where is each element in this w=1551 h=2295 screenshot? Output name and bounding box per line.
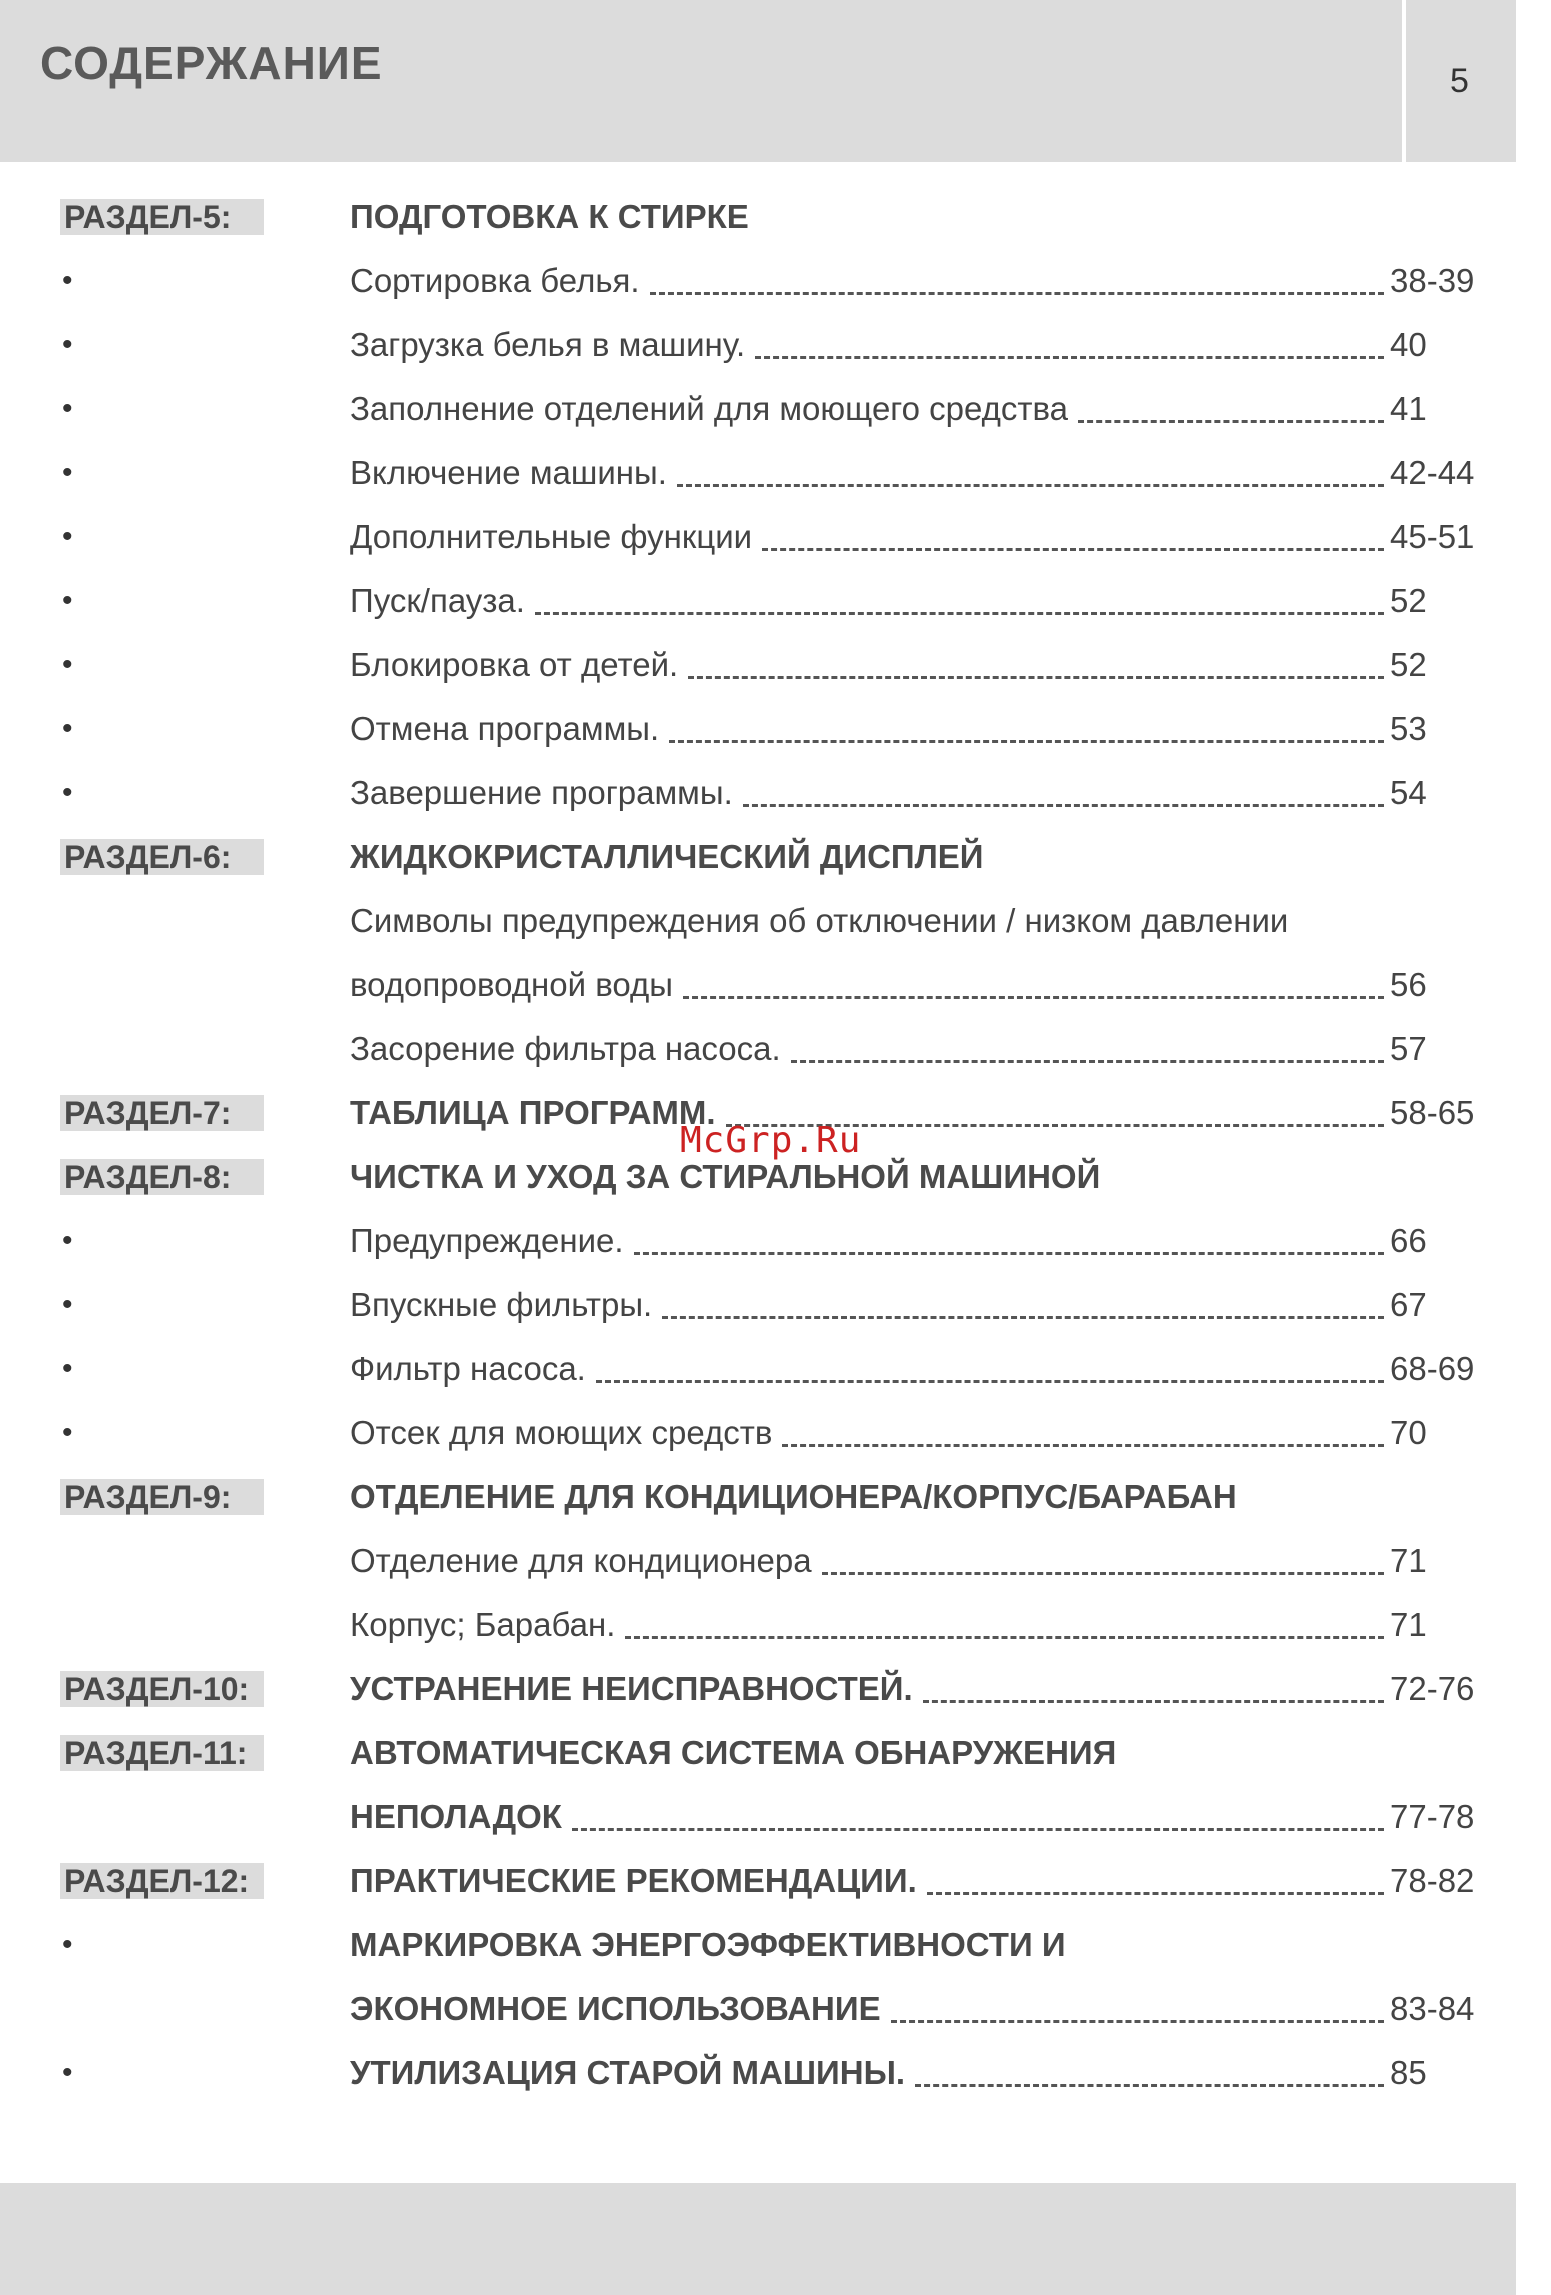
section-label: РАЗДЕЛ-9: (60, 1479, 264, 1515)
dot-leader (662, 1314, 1384, 1319)
page-ref: 45-51 (1390, 518, 1475, 555)
toc-row (0, 1721, 1551, 1785)
bullet: • (62, 2056, 73, 2089)
entry-title: Предупреждение. (350, 1222, 624, 1259)
bullet: • (62, 456, 73, 489)
entry-title: Отсек для моющих средств (350, 1414, 773, 1451)
page-ref: 41 (1390, 390, 1427, 427)
section-label: РАЗДЕЛ-8: (60, 1159, 264, 1195)
entry-title: Отмена программы. (350, 710, 660, 747)
bullet: • (62, 1352, 73, 1385)
bullet: • (62, 520, 73, 553)
page-ref: 42-44 (1390, 454, 1475, 491)
toc-entry (350, 1145, 1500, 1209)
entry-title: ЧИСТКА И УХОД ЗА СТИРАЛЬНОЙ МАШИНОЙ (350, 1158, 1101, 1195)
page-ref: 83-84 (1390, 1990, 1475, 2027)
toc-entry (350, 1209, 1500, 1273)
entry-title: Отделение для кондиционера (350, 1542, 812, 1579)
toc-row (0, 1337, 1551, 1401)
toc-entry (350, 569, 1500, 633)
toc-row (0, 1529, 1551, 1593)
toc-row (0, 889, 1551, 953)
dot-leader (572, 1826, 1384, 1831)
toc-entry (350, 1081, 1500, 1145)
dot-leader (791, 1058, 1384, 1063)
entry-title: НЕПОЛАДОК (350, 1798, 562, 1835)
toc-entry (350, 1529, 1500, 1593)
dot-leader (743, 802, 1384, 807)
page-title: СОДЕРЖАНИЕ (40, 37, 383, 89)
dot-leader (755, 354, 1384, 359)
dot-leader (677, 482, 1384, 487)
toc-entry (350, 505, 1500, 569)
toc-row (0, 441, 1551, 505)
toc-row (0, 1785, 1551, 1849)
toc-entry (350, 1401, 1500, 1465)
entry-title: ЖИДКОКРИСТАЛЛИЧЕСКИЙ ДИСПЛЕЙ (350, 838, 984, 875)
page-ref: 58-65 (1390, 1094, 1475, 1131)
toc-row (0, 953, 1551, 1017)
toc-row (0, 761, 1551, 825)
page-ref: 85 (1390, 2054, 1427, 2091)
page-ref: 66 (1390, 1222, 1427, 1259)
section-label: РАЗДЕЛ-5: (60, 199, 264, 235)
page-ref: 57 (1390, 1030, 1427, 1067)
toc-entry (350, 633, 1500, 697)
dot-leader (650, 290, 1384, 295)
toc-entry (350, 953, 1500, 1017)
toc-entry (350, 1657, 1500, 1721)
entry-title: МАРКИРОВКА ЭНЕРГОЭФФЕКТИВНОСТИ И (350, 1926, 1066, 1963)
toc-entry (350, 313, 1500, 377)
section-label: РАЗДЕЛ-6: (60, 839, 264, 875)
dot-leader (669, 738, 1384, 743)
toc-row (0, 249, 1551, 313)
toc-entry (350, 1977, 1500, 2041)
dot-leader (891, 2018, 1384, 2023)
dot-leader (923, 1698, 1384, 1703)
entry-title: Заполнение отделений для моющего средства (350, 390, 1068, 427)
section-label: РАЗДЕЛ-12: (60, 1863, 264, 1899)
dot-leader (683, 994, 1384, 999)
entry-title: ТАБЛИЦА ПРОГРАММ. (350, 1094, 716, 1131)
toc-entry (350, 1785, 1500, 1849)
entry-title: АВТОМАТИЧЕСКАЯ СИСТЕМА ОБНАРУЖЕНИЯ (350, 1734, 1117, 1771)
entry-title: Символы предупреждения об отключении / низком давлении (350, 902, 1289, 939)
toc-entry (350, 1465, 1500, 1529)
toc-row (0, 1657, 1551, 1721)
dot-leader (535, 610, 1384, 615)
toc-row (0, 313, 1551, 377)
dot-leader (927, 1890, 1384, 1895)
toc-entry (350, 441, 1500, 505)
page-ref: 71 (1390, 1606, 1427, 1643)
dot-leader (596, 1378, 1384, 1383)
toc-entry (350, 1593, 1500, 1657)
toc-row (0, 1401, 1551, 1465)
bullet: • (62, 392, 73, 425)
bullet: • (62, 1416, 73, 1449)
dot-leader (782, 1442, 1384, 1447)
toc-row (0, 1977, 1551, 2041)
bullet: • (62, 712, 73, 745)
page-ref: 53 (1390, 710, 1427, 747)
page-ref: 68-69 (1390, 1350, 1475, 1387)
watermark: McGrp.Ru (680, 1120, 862, 1161)
page-ref: 67 (1390, 1286, 1427, 1323)
toc-row (0, 1017, 1551, 1081)
entry-title: водопроводной воды (350, 966, 673, 1003)
toc-entry (350, 697, 1500, 761)
bullet: • (62, 648, 73, 681)
entry-title: Включение машины. (350, 454, 667, 491)
toc-entry (350, 2041, 1500, 2105)
entry-title: ЭКОНОМНОЕ ИСПОЛЬЗОВАНИЕ (350, 1990, 881, 2027)
page-ref: 56 (1390, 966, 1427, 1003)
toc-row (0, 697, 1551, 761)
bullet: • (62, 584, 73, 617)
toc-entry (350, 1721, 1500, 1785)
toc-row (0, 569, 1551, 633)
entry-title: Фильтр насоса. (350, 1350, 586, 1387)
toc-row (0, 1593, 1551, 1657)
entry-title: ОТДЕЛЕНИЕ ДЛЯ КОНДИЦИОНЕРА/КОРПУС/БАРАБАН (350, 1478, 1237, 1515)
bullet: • (62, 328, 73, 361)
toc-entry (350, 1337, 1500, 1401)
bullet: • (62, 1224, 73, 1257)
entry-title: ПОДГОТОВКА К СТИРКЕ (350, 198, 749, 235)
toc-row (0, 185, 1551, 249)
toc-entry (350, 1273, 1500, 1337)
toc-entry (350, 1849, 1500, 1913)
bullet: • (62, 264, 73, 297)
page-ref: 40 (1390, 326, 1427, 363)
page-ref: 52 (1390, 646, 1427, 683)
toc-row (0, 505, 1551, 569)
toc-row (0, 825, 1551, 889)
toc-entry (350, 1913, 1500, 1977)
page-ref: 71 (1390, 1542, 1427, 1579)
dot-leader (688, 674, 1384, 679)
entry-title: ПРАКТИЧЕСКИЕ РЕКОМЕНДАЦИИ. (350, 1862, 917, 1899)
toc-row (0, 1209, 1551, 1273)
toc-row (0, 1849, 1551, 1913)
dot-leader (915, 2082, 1384, 2087)
entry-title: Блокировка от детей. (350, 646, 679, 683)
section-label: РАЗДЕЛ-7: (60, 1095, 264, 1131)
section-label: РАЗДЕЛ-11: (60, 1735, 264, 1771)
page-number: 5 (1450, 62, 1469, 100)
toc-row (0, 2041, 1551, 2105)
toc-row (0, 377, 1551, 441)
section-label: РАЗДЕЛ-10: (60, 1671, 264, 1707)
toc-entry (350, 249, 1500, 313)
page-ref: 54 (1390, 774, 1427, 811)
toc-entry (350, 185, 1500, 249)
page-ref: 52 (1390, 582, 1427, 619)
footer-bar (0, 2183, 1516, 2295)
entry-title: Пуск/пауза. (350, 582, 525, 619)
entry-title: УТИЛИЗАЦИЯ СТАРОЙ МАШИНЫ. (350, 2054, 906, 2091)
dot-leader (1078, 418, 1384, 423)
entry-title: Завершение программы. (350, 774, 733, 811)
toc-row (0, 1913, 1551, 1977)
entry-title: Дополнительные функции (350, 518, 753, 555)
entry-title: Впускные фильтры. (350, 1286, 653, 1323)
page-ref: 72-76 (1390, 1670, 1475, 1707)
bullet: • (62, 776, 73, 809)
toc-entry (350, 377, 1500, 441)
page-ref: 70 (1390, 1414, 1427, 1451)
entry-title: Засорение фильтра насоса. (350, 1030, 781, 1067)
page-ref: 38-39 (1390, 262, 1475, 299)
dot-leader (822, 1570, 1384, 1575)
toc-entry (350, 825, 1500, 889)
entry-title: Загрузка белья в машину. (350, 326, 746, 363)
entry-title: Сортировка белья. (350, 262, 640, 299)
dot-leader (762, 546, 1384, 551)
toc-row (0, 1465, 1551, 1529)
toc-row (0, 1273, 1551, 1337)
bullet: • (62, 1928, 73, 1961)
dot-leader (625, 1634, 1384, 1639)
toc-entry (350, 889, 1500, 953)
entry-title: УСТРАНЕНИЕ НЕИСПРАВНОСТЕЙ. (350, 1670, 913, 1707)
page-ref: 78-82 (1390, 1862, 1475, 1899)
page-ref: 77-78 (1390, 1798, 1475, 1835)
dot-leader (634, 1250, 1384, 1255)
entry-title: Корпус; Барабан. (350, 1606, 616, 1643)
toc-row (0, 633, 1551, 697)
bullet: • (62, 1288, 73, 1321)
toc-entry (350, 1017, 1500, 1081)
toc-entry (350, 761, 1500, 825)
